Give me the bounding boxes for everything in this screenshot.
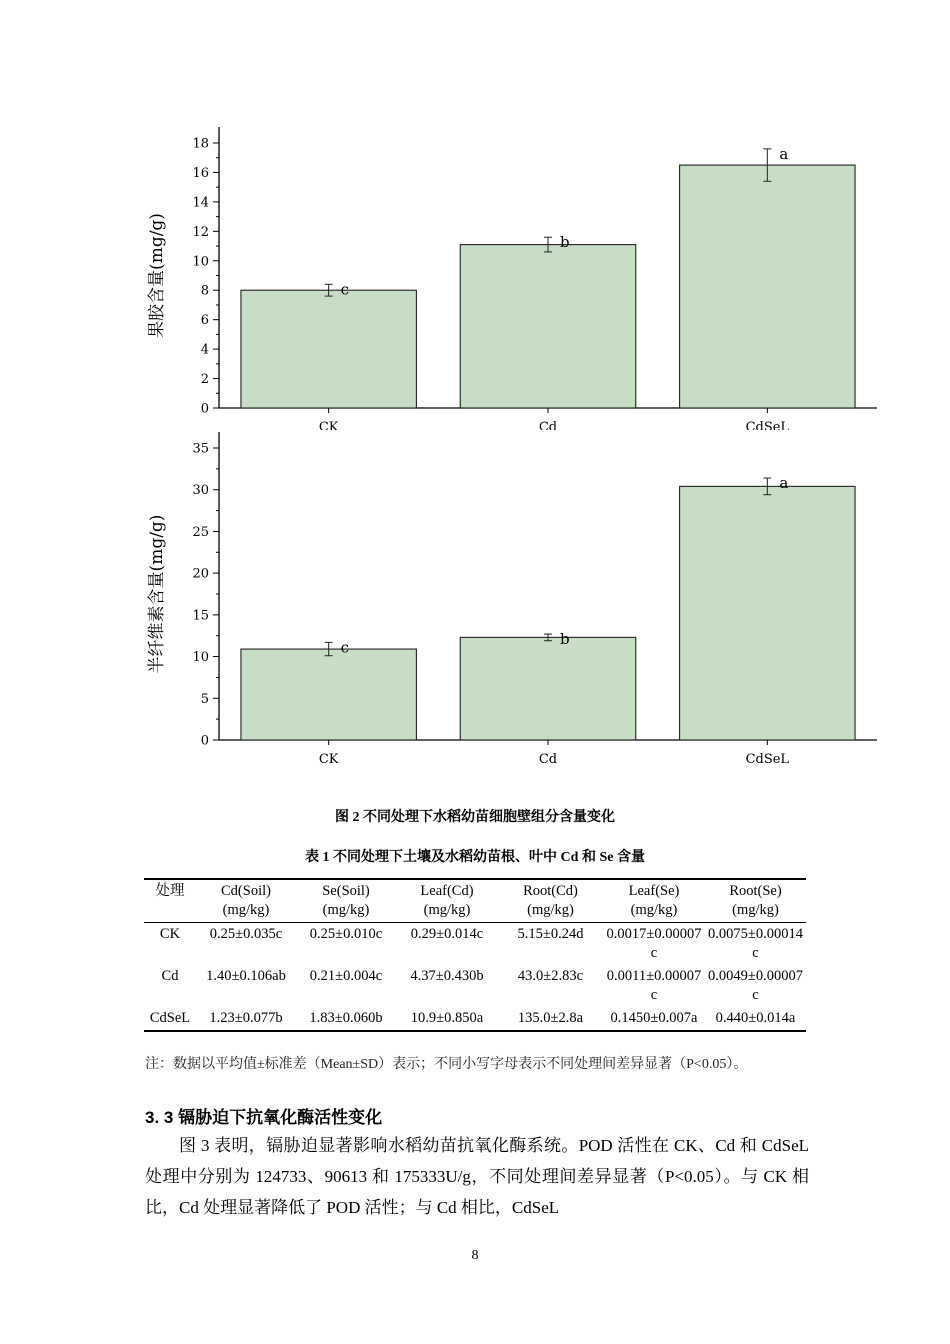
- hemicellulose-bar-chart: [0, 432, 950, 777]
- y-tick-label: 4: [200, 342, 209, 358]
- body-paragraph: 图 3 表明，镉胁迫显著影响水稻幼苗抗氧化酶系统。POD 活性在 CK、Cd 和 CdSeL 处理中分别为 124733、90613 和 175333U/g，不同处理间差异显著（P<0.05）。与 CK 相比，Cd 处理显著降低了 POD 活性；与 Cd 相比，CdSeL: [145, 1136, 809, 1217]
- table-cell: 4.37±0.430b: [410, 968, 484, 984]
- table-cell: CdSeL: [144, 1007, 196, 1031]
- y-tick-label: 0: [200, 733, 209, 749]
- y-tick-label: 16: [192, 165, 209, 181]
- table-note: 注：数据以平均值±标准差（Mean±SD）表示；不同小写字母表示不同处理间差异显著（P<0.05）。: [145, 1057, 748, 1072]
- y-tick-label: 15: [192, 608, 209, 624]
- x-tick-label: CdSeL: [745, 420, 790, 430]
- bar: [460, 245, 635, 408]
- significance-label: c: [340, 638, 350, 657]
- table-cell: 1.83±0.060b: [296, 1007, 396, 1031]
- bar: [680, 486, 855, 740]
- table-cell: 0.29±0.014c: [410, 926, 484, 942]
- bar: [680, 165, 855, 408]
- table-caption: 表 1 不同处理下土壤及水稻幼苗根、叶中 Cd 和 Se 含量: [305, 850, 645, 865]
- table-cell: CK: [159, 926, 181, 942]
- y-tick-label: 2: [200, 372, 209, 388]
- figure-caption: 图 2 不同处理下水稻幼苗细胞壁组分含量变化: [335, 810, 615, 825]
- table-row: [144, 923, 806, 966]
- table-cell: 1.23±0.077b: [196, 1007, 296, 1031]
- table-cell: 0.25±0.035c: [209, 926, 283, 942]
- table-header: Root(Se) (mg/kg): [705, 879, 806, 923]
- bar: [241, 290, 416, 408]
- x-tick-label: CK: [318, 420, 339, 430]
- significance-label: b: [560, 630, 570, 649]
- y-tick-label: 0: [200, 401, 209, 417]
- y-tick-label: 30: [192, 483, 209, 499]
- data-table: [144, 878, 806, 1032]
- table-cell: 10.9±0.850a: [396, 1007, 498, 1031]
- table-header: Cd(Soil) (mg/kg): [196, 879, 296, 923]
- table-header: Se(Soil) (mg/kg): [296, 879, 396, 923]
- table-cell: 43.0±2.83c: [517, 968, 584, 984]
- table-cell: 1.40±0.106ab: [206, 968, 286, 984]
- table-cell: 135.0±2.8a: [498, 1007, 603, 1031]
- y-tick-label: 6: [200, 313, 209, 329]
- section-heading: 3. 3 镉胁迫下抗氧化酶活性变化: [145, 1108, 383, 1127]
- table-cell: 0.0049±0.00007c: [708, 968, 803, 1003]
- significance-label: b: [560, 233, 570, 252]
- x-tick-label: Cd: [538, 752, 558, 767]
- x-tick-label: Cd: [538, 420, 558, 430]
- table-header: Root(Cd) (mg/kg): [498, 879, 603, 923]
- y-tick-label: 25: [192, 524, 209, 540]
- table-header: Leaf(Se) (mg/kg): [603, 879, 705, 923]
- y-tick-label: 5: [200, 691, 209, 707]
- table-cell: 0.1450±0.007a: [603, 1007, 705, 1031]
- y-tick-label: 10: [192, 650, 209, 666]
- pectin-bar-chart: [0, 110, 950, 430]
- y-tick-label: 35: [192, 441, 209, 457]
- significance-label: a: [779, 144, 789, 163]
- bar: [241, 649, 416, 740]
- y-tick-label: 18: [192, 136, 209, 152]
- y-tick-label: 12: [192, 224, 209, 240]
- table-row: [144, 965, 806, 1007]
- table-cell: 0.0075±0.00014c: [708, 926, 803, 961]
- y-tick-label: 14: [192, 195, 209, 211]
- table-cell: 0.21±0.004c: [309, 968, 383, 984]
- y-tick-label: 10: [192, 254, 209, 270]
- x-tick-label: CK: [318, 752, 339, 767]
- page-number: 8: [471, 1248, 479, 1263]
- table-header: Leaf(Cd) (mg/kg): [396, 879, 498, 923]
- y-tick-label: 8: [200, 283, 209, 299]
- table-cell: 0.25±0.010c: [309, 926, 383, 942]
- significance-label: c: [340, 280, 350, 299]
- bar: [460, 637, 635, 740]
- table-header: 处理: [144, 879, 196, 923]
- table-cell: 5.15±0.24d: [517, 926, 584, 942]
- table-cell: 0.440±0.014a: [705, 1007, 806, 1031]
- significance-label: a: [779, 474, 789, 493]
- y-tick-label: 20: [192, 566, 209, 582]
- table-cell: 0.0011±0.00007c: [606, 968, 702, 1003]
- table-cell: 0.0017±0.00007c: [606, 926, 702, 961]
- y-axis-label: 半纤维素含量(mg/g): [147, 514, 167, 674]
- table-cell: Cd: [161, 968, 179, 984]
- table-row: [144, 1007, 806, 1031]
- y-axis-label: 果胶含量(mg/g): [147, 213, 167, 338]
- x-tick-label: CdSeL: [745, 752, 790, 767]
- table-header-row: [144, 879, 806, 923]
